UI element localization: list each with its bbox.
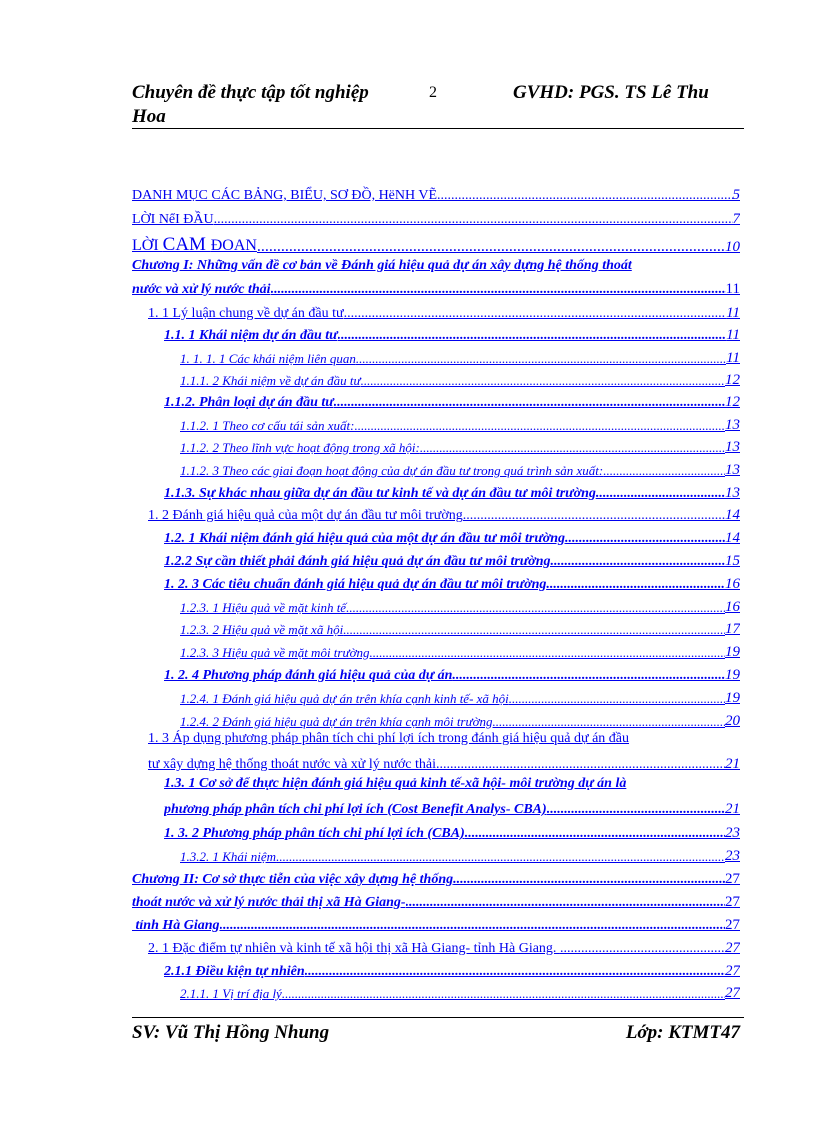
header-title: Chuyên đề thực tập tốt nghiệp <box>132 82 369 103</box>
toc-entry[interactable]: 1.2. 1 Khái niệm đánh giá hiệu quả của một dự án đầu tư môi trường ..... 14 <box>132 525 740 547</box>
toc-entry[interactable]: 1.1.2. 3 Theo các giai đoạn hoạt động của dự án đầu tư trong quá trình sản xuất: ..... 13 <box>132 457 740 479</box>
toc-entry[interactable]: 1.1.2. 2 Theo lĩnh vực hoạt động trong xã hội: ..... 13 <box>132 434 740 456</box>
toc-entry[interactable]: 1.1.1. 2 Khái niệm về dự án đầu tư ..... 12 <box>132 367 740 389</box>
toc-entry[interactable]: LỜI CAM ĐOAN ..... 10 <box>132 230 740 256</box>
toc-entry[interactable]: tỉnh Hà Giang ..... 27 <box>132 912 740 934</box>
toc-entry[interactable]: 1.3.2. 1 Khái niệm ..... 23 <box>132 843 740 865</box>
toc-entry-line1[interactable]: 1.3. 1 Cơ sở để thực hiện đánh giá hiệu quả kinh tế-xã hội- môi trường dự án là <box>164 776 627 791</box>
toc-entry[interactable]: 1.1. 1 Khái niệm dự án đầu tư ..... 11 <box>132 322 740 344</box>
toc-entry[interactable]: 2. 1 Đặc điểm tự nhiên và kinh tế xã hội thị xã Hà Giang- tỉnh Hà Giang. ..... 27 <box>132 935 740 957</box>
toc-entry[interactable]: 2.1.1 Điều kiện tự nhiên ..... 27 <box>132 958 740 980</box>
header-advisor: GVHD: PGS. TS Lê Thu <box>513 82 709 103</box>
header-title-continued: Hoa <box>132 106 166 127</box>
toc-entry[interactable]: thoát nước và xử lý nước thải thị xã Hà Giang- ..... 27 <box>132 889 740 911</box>
toc-entry[interactable]: 2.1.1. 1 Vị trí địa lý ..... 27 <box>132 980 740 1002</box>
footer-rule <box>132 1017 744 1018</box>
toc-entry[interactable]: 1. 2 Đánh giá hiệu quả của một dự án đầu tư môi trường ..... 14 <box>132 502 740 524</box>
toc-entry[interactable]: 1. 2. 4 Phương pháp đánh giá hiệu quả của dự án ..... 19 <box>132 662 740 684</box>
toc-entry[interactable]: 1.2.3. 1 Hiệu quả về mặt kinh tế ..... 16 <box>132 594 740 616</box>
toc-entry[interactable]: DANH MỤC CÁC BẢNG, BIỂU, SƠ ĐỒ, HëNH VẼ ..... 5 <box>132 182 740 204</box>
toc-entry[interactable]: 1.1.2. 1 Theo cơ cấu tái sản xuất: ..... 13 <box>132 412 740 434</box>
toc-entry[interactable]: 1.1.2. Phân loại dự án đầu tư ..... 12 <box>132 389 740 411</box>
toc-entry[interactable]: Chương II: Cơ sở thực tiễn của việc xây dựng hệ thống ..... 27 <box>132 866 740 888</box>
toc-entry[interactable]: 1.2.4. 2 Đánh giá hiệu quả dự án trên khía cạnh môi trường ..... 20 <box>132 708 740 730</box>
toc-entry[interactable]: LỜI NểI ĐẦU ..... 7 <box>132 206 740 228</box>
toc-entry[interactable]: 1.2.4. 1 Đánh giá hiệu quả dự án trên khía cạnh kinh tế- xã hội ..... 19 <box>132 685 740 707</box>
toc-entry[interactable]: 1.2.3. 2 Hiệu quả về mặt xã hội ..... 17 <box>132 616 740 638</box>
toc-entry-line1[interactable]: Chương I: Những vấn đề cơ bản về Đánh giá hiệu quả dự án xây dựng hệ thống thoát <box>132 258 632 273</box>
page-number: 2 <box>429 84 437 101</box>
header-rule <box>132 128 744 129</box>
page-header <box>132 80 744 132</box>
footer-student: SV: Vũ Thị Hồng Nhung <box>132 1022 330 1043</box>
footer-class: Lớp: KTMT47 <box>625 1022 740 1043</box>
toc-entry-line1[interactable]: 1. 3 Áp dụng phương pháp phân tích chi phí lợi ích trong đánh giá hiệu quả dự án đầu <box>148 731 630 746</box>
toc-entry[interactable]: 1. 2. 3 Các tiêu chuẩn đánh giá hiệu quả dự án đầu tư môi trường ..... 16 <box>132 571 740 593</box>
toc-entry[interactable]: 1. 3. 2 Phương pháp phân tích chi phí lợi ích (CBA) ..... 23 <box>132 820 740 842</box>
toc-entry[interactable]: 1. 1. 1. 1 Các khái niệm liên quan ..... 11 <box>132 345 740 367</box>
toc-entry[interactable]: 1. 1 Lý luận chung về dự án đầu tư ..... 11 <box>132 300 740 322</box>
toc-entry[interactable]: 1.2.2 Sự cần thiết phải đánh giá hiệu quả dự án đầu tư môi trường ..... 15 <box>132 548 740 570</box>
toc-entry[interactable]: nước và xử lý nước thải ..... 11 <box>132 276 740 298</box>
toc-entry[interactable]: phương pháp phân tích chi phí lợi ích (Cost Benefit Analys- CBA) ..... 21 <box>132 796 740 818</box>
toc-entry[interactable]: tư xây dựng hệ thống thoát nước và xử lý nước thải. ..... 21 <box>132 751 740 773</box>
toc-entry[interactable]: 1.1.3. Sự khác nhau giữa dự án đầu tư kinh tế và dự án đầu tư môi trường ..... 13 <box>132 480 740 502</box>
toc-entry[interactable]: 1.2.3. 3 Hiệu quả về mặt môi trường ..... 19 <box>132 639 740 661</box>
